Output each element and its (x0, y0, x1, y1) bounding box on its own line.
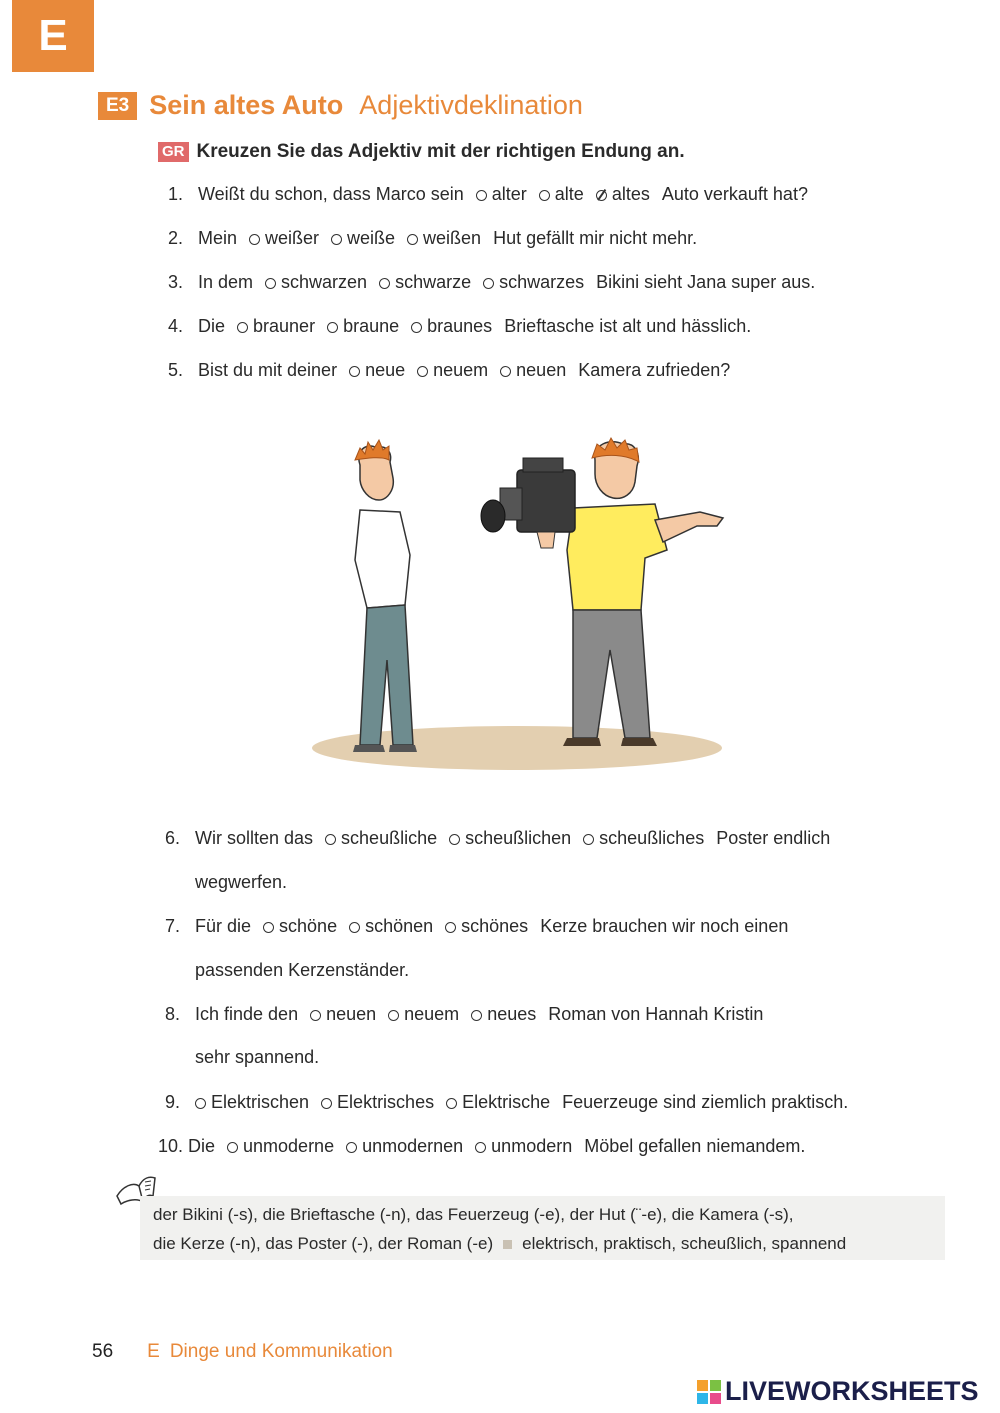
option-radio[interactable] (483, 272, 584, 293)
vocab-line-1: der Bikini (-s), die Brieftasche (-n), das Feuerzeug (-e), der Hut (¨-e), die Kamera (-s), (153, 1205, 794, 1224)
option-label: schönes (461, 916, 529, 936)
item-number: 3. (168, 272, 184, 292)
item-number: 9. (165, 1092, 181, 1112)
circle-icon (449, 834, 460, 845)
circle-icon (539, 190, 550, 201)
footer-chapter: E (147, 1341, 160, 1362)
footer-title: Dinge und Kommunikation (169, 1341, 393, 1362)
checked-circle-icon (596, 190, 607, 201)
circle-icon (407, 234, 418, 245)
option-label: unmodern (491, 1136, 573, 1156)
option-radio[interactable] (349, 360, 405, 381)
logo-square (697, 1380, 708, 1391)
item-text-before: Wir sollten das (195, 828, 314, 848)
exercise-item-7 (165, 916, 788, 937)
instruction (158, 141, 685, 163)
item-number: 4. (168, 316, 184, 336)
vocab-nouns: die Kerze (-n), das Poster (-), der Roman (-e) (153, 1234, 494, 1253)
option-label: weißer (265, 228, 320, 248)
option-radio[interactable] (388, 1004, 459, 1025)
circle-icon (388, 1010, 399, 1021)
exercise-item-4 (168, 316, 751, 337)
item-continuation: sehr spannend. (195, 1047, 320, 1067)
item-text-before: Mein (198, 228, 238, 248)
item-number: 6. (165, 828, 181, 848)
option-label: unmodernen (362, 1136, 464, 1156)
option-label: schwarzes (499, 272, 585, 292)
option-radio[interactable] (417, 360, 488, 381)
option-radio[interactable] (411, 316, 492, 337)
circle-icon (321, 1098, 332, 1109)
page-footer (92, 1341, 393, 1363)
option-radio[interactable] (349, 916, 433, 937)
circle-icon (417, 366, 428, 377)
circle-icon (265, 278, 276, 289)
option-radio[interactable] (476, 184, 527, 205)
option-radio[interactable] (327, 316, 399, 337)
item-text-after: Auto verkauft hat? (661, 184, 808, 204)
option-label: Elektrisches (337, 1092, 435, 1112)
chapter-tab (12, 0, 94, 72)
logo-square (697, 1393, 708, 1404)
item-number: 7. (165, 916, 181, 936)
option-radio[interactable] (471, 1004, 536, 1025)
option-radio[interactable] (249, 228, 319, 249)
option-label: scheußliches (599, 828, 705, 848)
option-radio[interactable] (331, 228, 395, 249)
item-text-after: Hut gefällt mir nicht mehr. (493, 228, 698, 248)
option-label: scheußlichen (465, 828, 572, 848)
option-label: schwarzen (281, 272, 368, 292)
circle-icon (263, 922, 274, 933)
option-radio[interactable] (195, 1092, 309, 1113)
item-number: 1. (168, 184, 184, 204)
item-number: 2. (168, 228, 184, 248)
exercise-item-10 (158, 1136, 805, 1157)
option-label: neues (487, 1004, 537, 1024)
circle-icon (476, 190, 487, 201)
item-text-before: Die (188, 1136, 216, 1156)
item-number: 5. (168, 360, 184, 380)
instruction-text: Kreuzen Sie das Adjektiv mit der richtigen Endung an. (196, 141, 685, 162)
option-label: neuem (433, 360, 489, 380)
item-text-after: Roman von Hannah Kristin (548, 1004, 764, 1024)
separator-square (503, 1240, 512, 1249)
option-label: brauner (253, 316, 316, 336)
item-text-after: Brieftasche ist alt und hässlich. (504, 316, 752, 336)
item-text-after: Kamera zufrieden? (578, 360, 731, 380)
option-label: Elektrischen (211, 1092, 310, 1112)
exercise-header (98, 90, 583, 121)
circle-icon (325, 834, 336, 845)
option-radio[interactable] (321, 1092, 434, 1113)
circle-icon (195, 1098, 206, 1109)
option-radio[interactable] (325, 828, 437, 849)
circle-icon (349, 366, 360, 377)
option-radio[interactable] (500, 360, 566, 381)
man-looking-up (353, 440, 417, 752)
item-text-before: Für die (195, 916, 252, 936)
circle-icon (327, 322, 338, 333)
option-label: unmoderne (243, 1136, 335, 1156)
circle-icon (346, 1142, 357, 1153)
option-radio[interactable] (227, 1136, 334, 1157)
item-continuation: passenden Kerzenständer. (195, 960, 410, 980)
circle-icon (349, 922, 360, 933)
option-radio[interactable] (596, 184, 650, 205)
circle-icon (331, 234, 342, 245)
vocab-line-2 (153, 1229, 945, 1258)
option-label: schönen (365, 916, 434, 936)
cameraman (481, 438, 723, 746)
exercise-item-6 (165, 828, 830, 849)
circle-icon (445, 922, 456, 933)
circle-icon (471, 1010, 482, 1021)
option-radio[interactable] (263, 916, 337, 937)
item-text-before: Bist du mit deiner (198, 360, 338, 380)
option-radio[interactable] (449, 828, 571, 849)
option-label: schöne (279, 916, 338, 936)
option-radio[interactable] (237, 316, 315, 337)
option-label: neuen (516, 360, 567, 380)
item-text-before: Weißt du schon, dass Marco sein (198, 184, 464, 204)
item-text-before: In dem (198, 272, 254, 292)
item-text-after: Bikini sieht Jana super aus. (596, 272, 816, 292)
circle-icon (446, 1098, 457, 1109)
page-number: 56 (92, 1341, 114, 1362)
exercise-item-9 (165, 1092, 848, 1113)
exercise-item-8 (165, 1004, 763, 1025)
illustration (305, 430, 730, 775)
option-label: alte (554, 184, 584, 204)
item-text-after: Feuerzeuge sind ziemlich praktisch. (562, 1092, 849, 1112)
item-continuation: wegwerfen. (195, 872, 288, 892)
option-label: weißen (423, 228, 482, 248)
exercise-badge: E3 (98, 92, 137, 120)
option-radio[interactable] (475, 1136, 572, 1157)
item-text-before: Die (198, 316, 226, 336)
item-text-before: Ich finde den (195, 1004, 299, 1024)
logo-text: LIVEWORKSHEETS (725, 1376, 979, 1406)
exercise-item-3 (168, 272, 815, 293)
item-text-after: Kerze brauchen wir noch einen (540, 916, 789, 936)
option-radio[interactable] (445, 916, 528, 937)
exercise-subtitle: Adjektivdeklination (359, 90, 583, 120)
exercise-item-5 (168, 360, 730, 381)
option-label: Elektrische (462, 1092, 551, 1112)
option-label: braunes (427, 316, 493, 336)
circle-icon (500, 366, 511, 377)
circle-icon (583, 834, 594, 845)
item-text-after: Poster endlich (716, 828, 831, 848)
logo-square (710, 1393, 721, 1404)
grammar-badge: GR (158, 142, 189, 162)
circle-icon (310, 1010, 321, 1021)
option-radio[interactable] (539, 184, 584, 205)
circle-icon (237, 322, 248, 333)
option-radio[interactable] (379, 272, 471, 293)
item-text-after: Möbel gefallen niemandem. (584, 1136, 806, 1156)
vocab-adjectives: elektrisch, praktisch, scheußlich, spannend (522, 1234, 847, 1253)
option-label: scheußliche (341, 828, 438, 848)
option-label: braune (343, 316, 400, 336)
option-radio[interactable] (583, 828, 704, 849)
option-radio[interactable] (446, 1092, 550, 1113)
option-label: neuem (404, 1004, 460, 1024)
option-radio[interactable] (265, 272, 367, 293)
logo-squares-icon (697, 1380, 721, 1404)
circle-icon (411, 322, 422, 333)
circle-icon (483, 278, 494, 289)
circle-icon (227, 1142, 238, 1153)
circle-icon (475, 1142, 486, 1153)
chapter-letter: E (38, 11, 68, 60)
circle-icon (379, 278, 390, 289)
option-radio[interactable] (310, 1004, 376, 1025)
item-number: 10. (158, 1136, 184, 1156)
option-label: schwarze (395, 272, 472, 292)
option-radio[interactable] (407, 228, 481, 249)
option-label: alter (491, 184, 527, 204)
vocabulary-box (140, 1196, 945, 1260)
exercise-item-1 (168, 184, 808, 205)
logo-square (710, 1380, 721, 1391)
option-label: altes (611, 184, 650, 204)
exercise-item-2 (168, 228, 697, 249)
option-label: weiße (347, 228, 396, 248)
option-radio[interactable] (346, 1136, 463, 1157)
liveworksheets-logo (697, 1376, 979, 1407)
option-label: neue (365, 360, 406, 380)
item-number: 8. (165, 1004, 181, 1024)
circle-icon (249, 234, 260, 245)
exercise-title: Sein altes Auto (149, 90, 344, 120)
option-label: neuen (326, 1004, 377, 1024)
